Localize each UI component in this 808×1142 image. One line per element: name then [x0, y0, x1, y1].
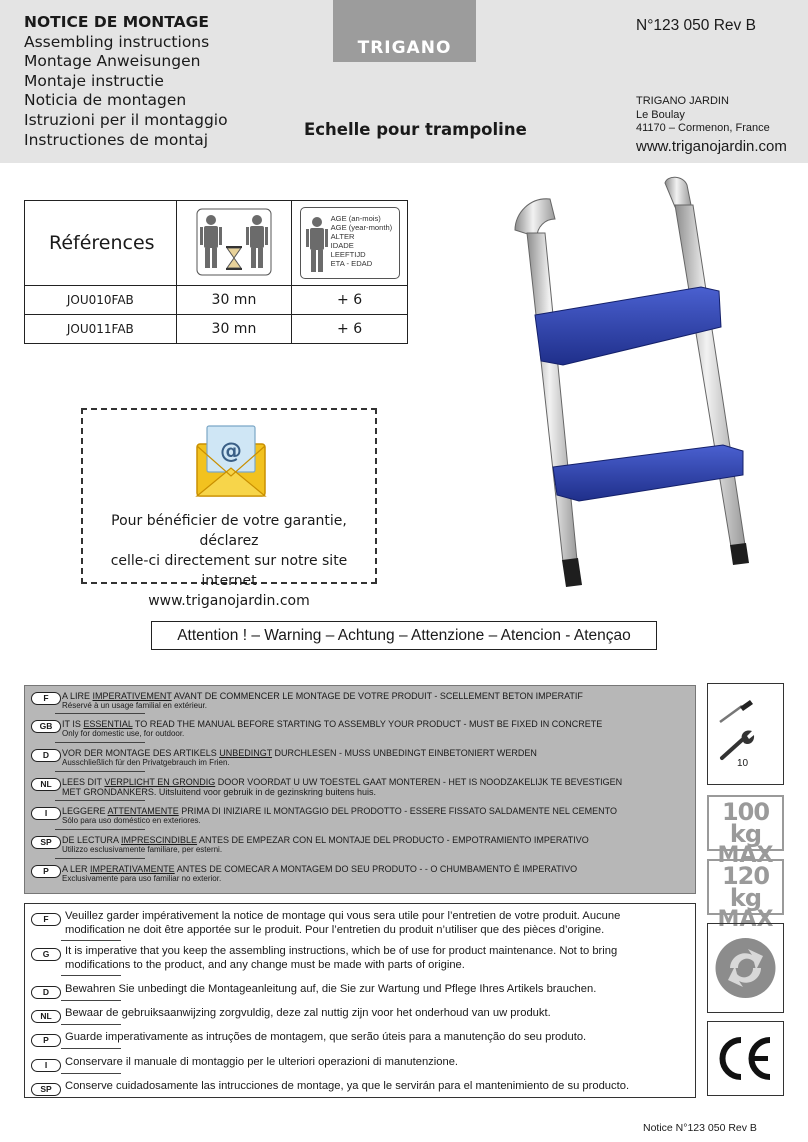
warranty-registration-box [81, 408, 377, 609]
reference-code: JOU010FAB [25, 286, 177, 315]
language-badge: P [31, 1034, 61, 1047]
trigano-logo: TRIGANO [333, 0, 476, 62]
address-line-2: 41170 – Cormenon, France [636, 122, 770, 134]
safety-warnings-box [24, 685, 696, 894]
warning-subtext: Exclusivamente para uso familiar no exterior. [62, 874, 222, 883]
references-title: Références [25, 201, 177, 286]
green-dot-recycle-icon [708, 924, 783, 1012]
language-badge: SP [31, 836, 61, 849]
language-badge: P [31, 865, 61, 878]
max-load-label: MAX [717, 907, 774, 932]
tools-required-box [707, 683, 784, 785]
title-pt: Noticia de montagen [24, 91, 187, 110]
language-badge: D [31, 986, 61, 999]
maintenance-text: Guarde imperativamente as intruções de montagem, que serão úteis para a manutenção do seu produto. [65, 1031, 587, 1043]
warning-text: A LER IMPERATIVAMENTE ANTES DE COMECAR A MONTAGEM DO SEU PRODUTO - - O CHUMBAMENTO É IMPERATIVO [62, 864, 578, 874]
envelope-at-symbol: @ [220, 439, 242, 464]
age-box [300, 207, 400, 279]
registration-text [83, 511, 375, 611]
svg-text:CE: CE [744, 1093, 746, 1094]
assembly-time-header [176, 201, 292, 286]
maintenance-text: Bewaar de gebruiksaanwijzing zorgvuldig, deze zal nuttig zijn voor het onderhoud van uw produkt. [65, 1007, 551, 1019]
divider [55, 742, 145, 743]
warning-subtext: Utilizzo esclusivamente familiare, per esterni. [62, 845, 223, 854]
child-figure-icon [304, 214, 330, 276]
age-label: AGE (year-month) [330, 223, 393, 232]
divider [55, 858, 145, 859]
table-row [25, 315, 408, 344]
notice-number: N°123 050 Rev B [636, 17, 756, 34]
title-de: Montage Anweisungen [24, 52, 201, 71]
company-name: TRIGANO JARDIN [636, 95, 729, 107]
max-load-value: 120 kg [721, 862, 770, 912]
language-titles [24, 13, 228, 150]
divider [61, 1073, 121, 1074]
product-title: Echelle pour trampoline [304, 120, 527, 139]
reference-code: JOU011FAB [25, 315, 177, 344]
language-badge: F [31, 913, 61, 926]
divider [61, 940, 121, 941]
divider [55, 829, 145, 830]
maintenance-text: Conserve cuidadosamente las intrucciones de montage, ya que le servirán para el mantenimiento de su producto. [65, 1080, 630, 1092]
language-badge: GB [31, 720, 61, 733]
title-en: Assembling instructions [24, 32, 210, 51]
maintenance-text: Conservare il manuale di montaggio per le ulteriori operazioni di manutenzione. [65, 1056, 459, 1068]
footer-notice-number: Notice N°123 050 Rev B [643, 1122, 757, 1134]
age-label: AGE (an-mois) [330, 214, 381, 223]
email-envelope-icon [193, 420, 269, 504]
language-badge: SP [31, 1083, 61, 1096]
divider [55, 771, 145, 772]
table-row [25, 286, 408, 315]
age-label: ALTER [330, 232, 355, 241]
title-fr: NOTICE DE MONTAGE [24, 13, 209, 31]
age-label: IDADE [330, 241, 354, 250]
age-value: + 6 [292, 315, 408, 344]
warning-subtext: Ausschließlich für den Privatgebrauch im Frien. [62, 758, 230, 767]
warning-subtext: MET GRONDANKERS. Uitsluitend voor gebruik in de gezinskring buitens huis. [62, 787, 376, 797]
wrench-size: 10 [737, 758, 749, 769]
language-badge: NL [31, 778, 61, 791]
address-line-1: Le Boulay [636, 108, 685, 121]
age-label: ETA - EDAD [330, 259, 373, 268]
age-label: LEEFTIJD [330, 250, 366, 259]
max-load-label: MAX [717, 843, 774, 868]
website-link[interactable]: www.triganojardin.com [636, 138, 787, 155]
wrench-icon [716, 728, 756, 762]
title-es: Instructiones de montaj [24, 130, 209, 149]
age-value: + 6 [292, 286, 408, 315]
divider [61, 1048, 121, 1049]
two-persons-hourglass-icon [194, 206, 274, 278]
age-header [292, 201, 408, 286]
maintenance-instructions-box [24, 903, 696, 1098]
language-badge: I [31, 1059, 61, 1072]
max-load-value: 100 kg [721, 798, 770, 848]
ce-mark-box [707, 1021, 784, 1096]
references-table [24, 200, 408, 344]
language-badge: NL [31, 1010, 61, 1023]
title-nl: Montaje instructie [24, 71, 164, 90]
language-badge: D [31, 749, 61, 762]
registration-website[interactable]: www.triganojardin.com [148, 593, 310, 609]
warning-text: VOR DER MONTAGE DES ARTIKELS UNBEDINGT DURCHLESEN - MUSS UNBEDINGT EINBETONIERT WERDEN [62, 748, 537, 758]
screwdriver-icon [716, 696, 756, 726]
divider [61, 975, 121, 976]
table-header-row [25, 201, 408, 286]
language-badge: F [31, 692, 61, 705]
maintenance-text: Veuillez garder impérativement la notice de montage qui vous sera utile pour l’entretien de votre produit. Aucune modification ne doit être apportée sur le produit. Pour l’entretien du produit n’utiliser que des pièces d’origine. [65, 910, 621, 936]
divider [55, 800, 145, 801]
language-badge: I [31, 807, 61, 820]
age-label-list [331, 214, 393, 268]
attention-banner: Attention ! – Warning – Achtung – Attenzione – Atencion - Atençao [151, 621, 657, 650]
ce-mark-icon [708, 1022, 783, 1095]
warning-text: IT IS ESSENTIAL TO READ THE MANUAL BEFORE STARTING TO ASSEMBLY YOUR PRODUCT - MUST BE FIXED IN CONCRETE [62, 719, 603, 729]
warning-subtext: Réservé à un usage familial en extérieur. [62, 701, 207, 710]
title-it: Istruzioni per il montaggio [24, 110, 228, 129]
warning-subtext: Sólo para uso doméstico en exteriores. [62, 816, 201, 825]
assembly-time: 30 mn [176, 286, 292, 315]
assembly-time: 30 mn [176, 315, 292, 344]
maintenance-text: It is imperative that you keep the assembling instructions, which be of use for product maintenance. Not to bring modifications to the product, and any change must be made with parts of origine. [65, 945, 618, 971]
warning-subtext: Only for domestic use, for outdoor. [62, 729, 185, 738]
warning-text: A LIRE IMPERATIVEMENT AVANT DE COMMENCER LE MONTAGE DE VOTRE PRODUIT - SCELLEMENT BETON IMPERATIF [62, 691, 583, 701]
language-badge: G [31, 948, 61, 961]
max-load-120kg [707, 859, 784, 932]
recycle-box [707, 923, 784, 1013]
registration-line-1: Pour bénéficier de votre garantie, déclarez [111, 513, 347, 549]
header-band [0, 0, 808, 163]
company-address [636, 95, 770, 136]
max-load-100kg [707, 795, 784, 868]
trampoline-ladder-illustration [505, 175, 755, 595]
maintenance-text: Bewahren Sie unbedingt die Montageanleitung auf, die Sie zur Wartung und Pflege Ihres Artikels brauchen. [65, 983, 597, 995]
registration-line-2: celle-ci directement sur notre site internet [110, 553, 348, 589]
warning-text: DE LECTURA IMPRESCINDIBLE ANTES DE EMPEZAR CON EL MONTAJE DEL PRODUCTO - EMPOTRAMIENTO IMPERATIVO [62, 835, 589, 845]
warning-text: LEGGERE ATTENTAMENTE PRIMA DI INIZIARE IL MONTAGGIO DEL PRODOTTO - ESSERE FISSATO SALDAMENTE NEL CEMENTO [62, 806, 617, 816]
warning-text: LEES DIT VERPLICHT EN GRONDIG DOOR VOORDAT U UW TOESTEL GAAT MONTEREN - HET IS NOODZAKELIJK TE BEVESTIGEN [62, 777, 623, 787]
divider [61, 1024, 121, 1025]
divider [61, 1000, 121, 1001]
divider [55, 713, 145, 714]
